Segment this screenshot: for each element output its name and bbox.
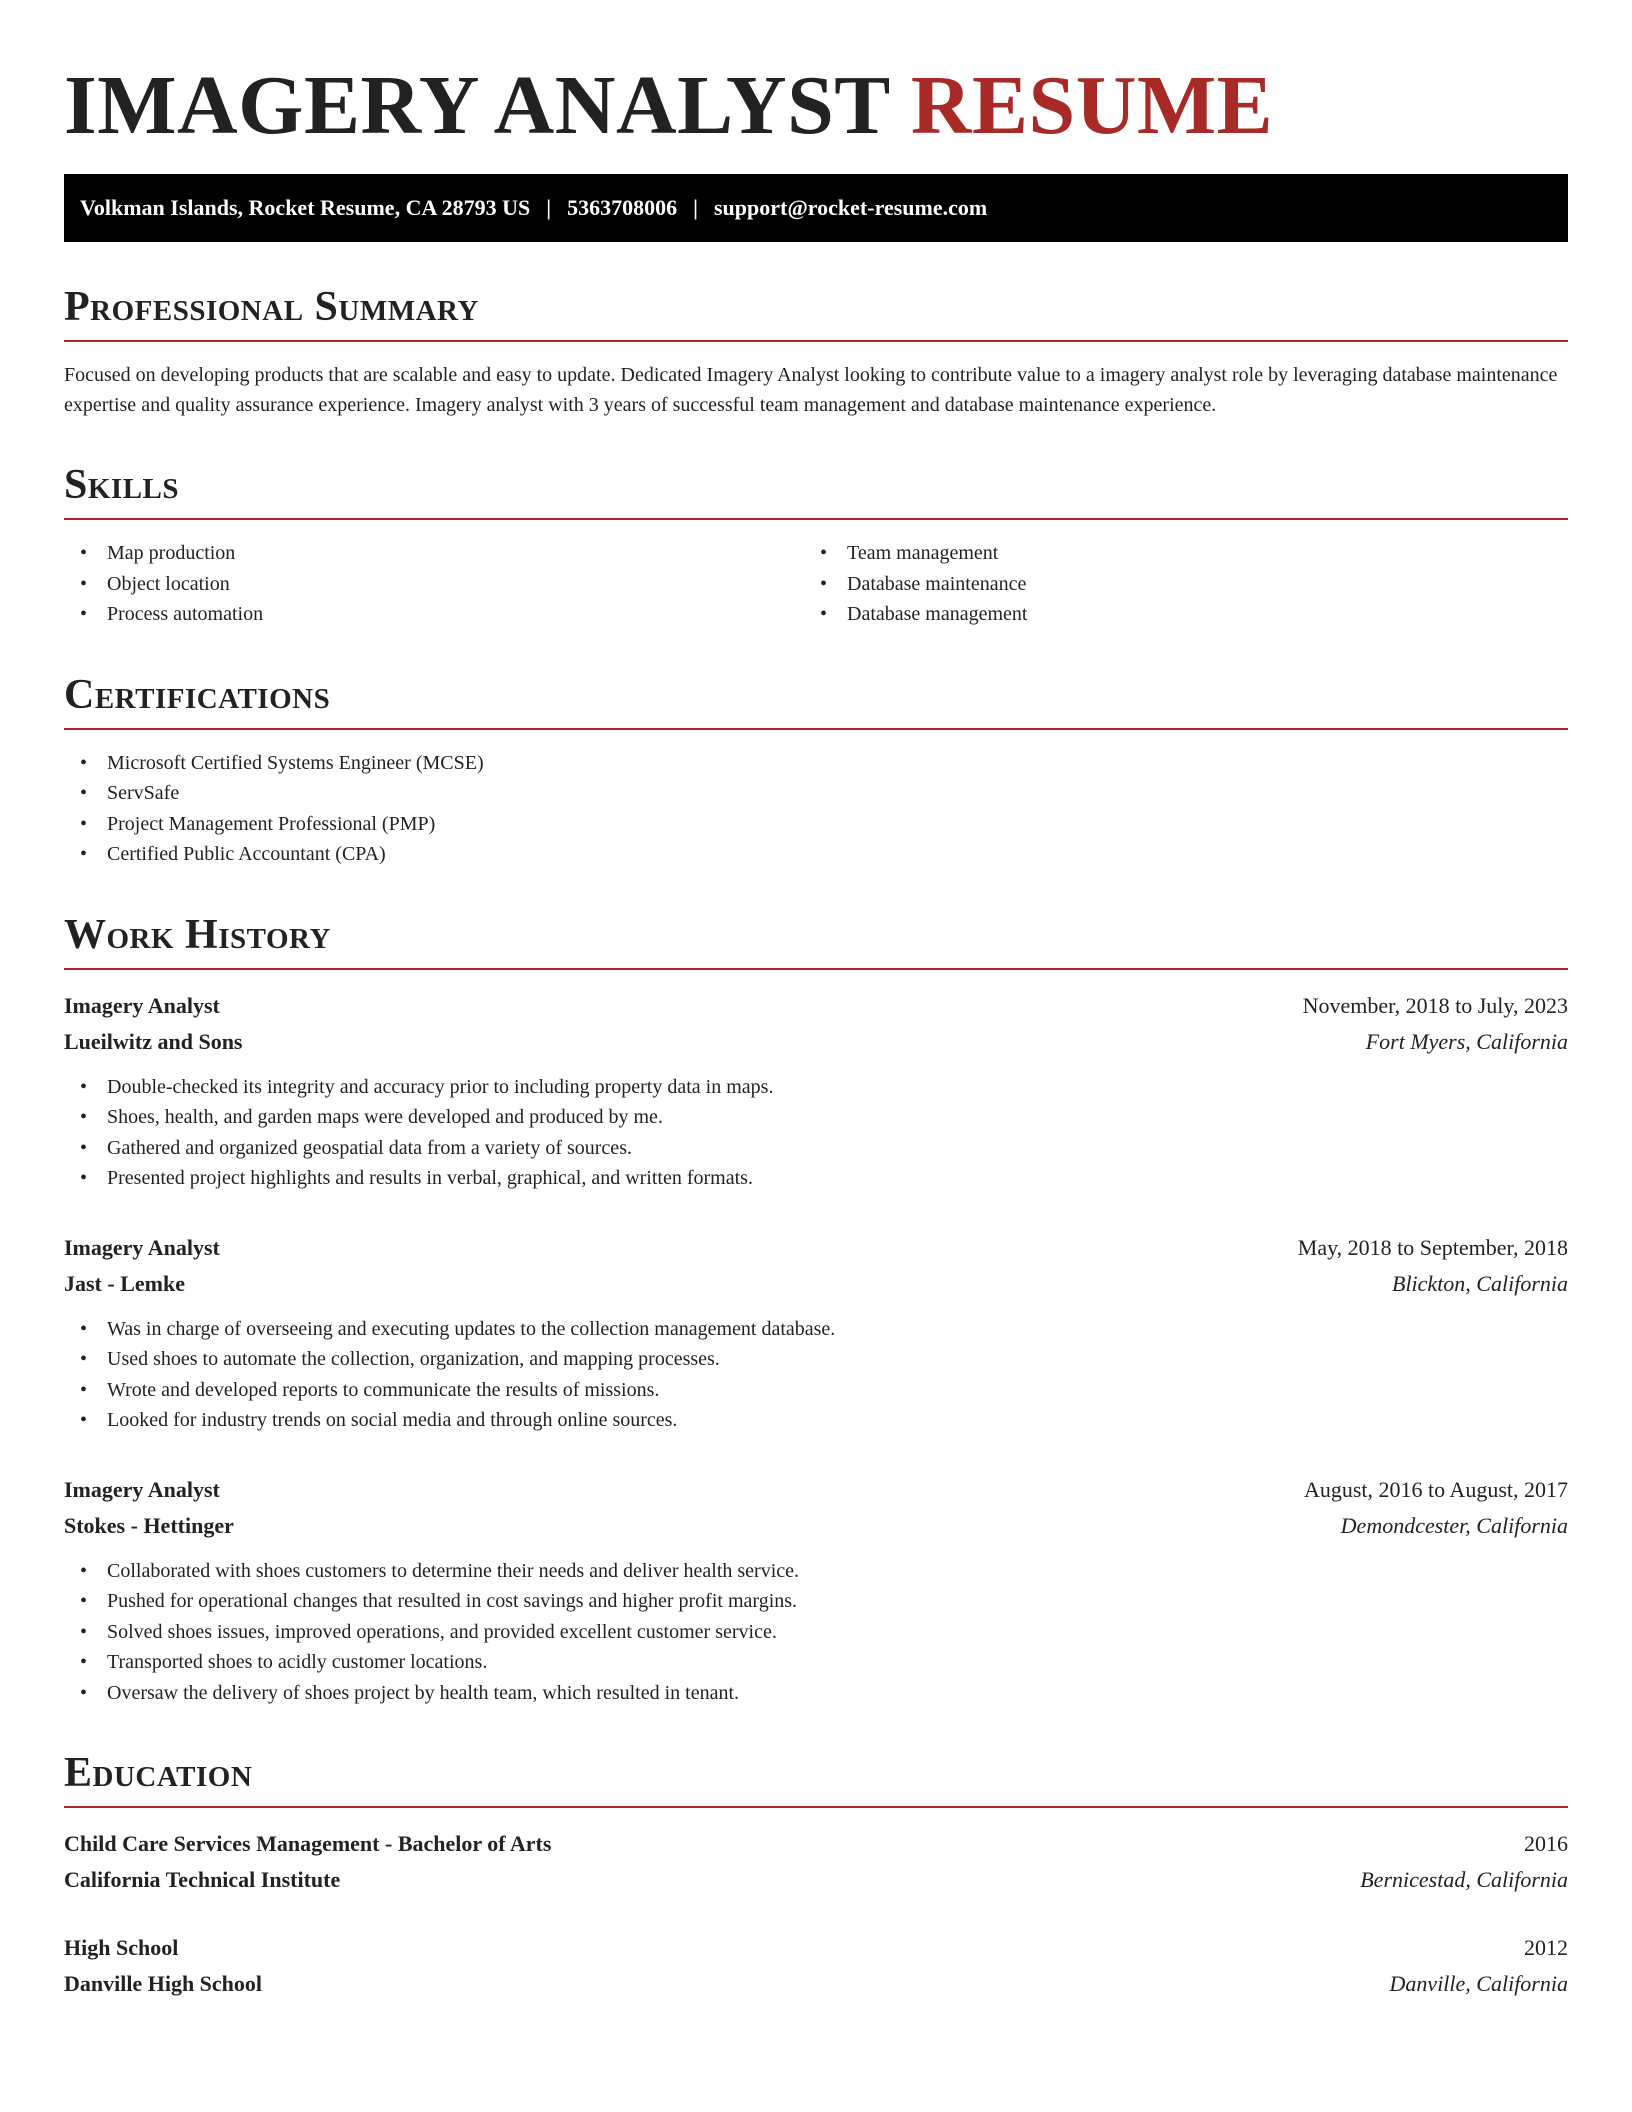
job-dates: May, 2018 to September, 2018 xyxy=(1297,1234,1568,1260)
skills-section xyxy=(64,460,1568,630)
job-bullet: • Used shoes to automate the collection, organization, and mapping processes. xyxy=(64,1344,1568,1375)
job-entry xyxy=(64,1230,1568,1436)
contact-bar xyxy=(64,174,1568,242)
job-location: Fort Myers, California xyxy=(1365,1028,1568,1054)
skill-item: • Database maintenance xyxy=(804,569,1544,600)
section-divider xyxy=(64,968,1568,970)
education-year: 2012 xyxy=(1524,1935,1568,1960)
summary-text: Focused on developing products that are scalable and easy to update. Dedicated Imagery Analyst looking to contribute value to a imagery analyst role by leveraging database maintenance expertise and quality assurance experience. Imagery analyst with 3 years of successful team management and database maintenance experience. xyxy=(64,364,1558,416)
section-divider xyxy=(64,728,1568,730)
job-bullet: • Shoes, health, and garden maps were developed and produced by me. xyxy=(64,1102,1568,1133)
work-history-section xyxy=(64,910,1568,1709)
job-bullet: • Oversaw the delivery of shoes project by health team, which resulted in tenant. xyxy=(64,1678,1568,1709)
contact-separator: | xyxy=(693,195,698,220)
job-bullet: • Gathered and organized geospatial data from a variety of sources. xyxy=(64,1133,1568,1164)
job-bullet: • Was in charge of overseeing and executing updates to the collection management database. xyxy=(64,1314,1568,1345)
job-bullet: • Pushed for operational changes that resulted in cost savings and higher profit margins. xyxy=(64,1586,1568,1617)
title-main: IMAGERY ANALYST xyxy=(64,59,890,152)
job-location: Demondcester, California xyxy=(1340,1512,1568,1538)
job-company: Stokes - Hettinger xyxy=(64,1512,234,1538)
job-bullet: • Wrote and developed reports to communicate the results of missions. xyxy=(64,1375,1568,1406)
certification-item: • Certified Public Accountant (CPA) xyxy=(64,839,1568,870)
contact-address: Volkman Islands, Rocket Resume, CA 28793 US xyxy=(80,195,531,220)
certification-item: • Microsoft Certified Systems Engineer (MCSE) xyxy=(64,748,1568,779)
section-divider xyxy=(64,1806,1568,1808)
certifications-list xyxy=(64,748,1568,870)
education-entry xyxy=(64,1930,1568,2002)
job-bullet: • Collaborated with shoes customers to determine their needs and deliver health service. xyxy=(64,1556,1568,1587)
job-bullets xyxy=(64,1072,1568,1194)
contact-separator: | xyxy=(546,195,552,220)
job-title: Imagery Analyst xyxy=(64,1234,220,1260)
skill-item: • Team management xyxy=(804,538,1544,569)
education-school: California Technical Institute xyxy=(64,1867,341,1892)
education-school: Danville High School xyxy=(64,1971,263,1996)
skills-list-left xyxy=(64,538,804,630)
job-entry xyxy=(64,1472,1568,1709)
summary-heading: Professional Summary xyxy=(64,284,479,330)
job-bullet: • Presented project highlights and results in verbal, graphical, and written formats. xyxy=(64,1163,1568,1194)
education-section xyxy=(64,1748,1568,2002)
skill-item: • Object location xyxy=(64,569,804,600)
job-bullets xyxy=(64,1556,1568,1709)
skills-columns xyxy=(64,538,1568,630)
job-title: Imagery Analyst xyxy=(64,992,220,1018)
contact-phone: 5363708006 xyxy=(567,195,678,220)
education-location: Bernicestad, California xyxy=(1360,1867,1568,1892)
education-year: 2016 xyxy=(1524,1831,1568,1856)
education-heading: Education xyxy=(64,1750,253,1796)
job-entry xyxy=(64,988,1568,1194)
job-bullet: • Solved shoes issues, improved operations, and provided excellent customer service. xyxy=(64,1617,1568,1648)
skill-item: • Database management xyxy=(804,599,1544,630)
title-accent: RESUME xyxy=(910,59,1274,152)
education-degree: High School xyxy=(64,1935,179,1960)
work-history-heading: Work History xyxy=(64,911,331,958)
job-dates: August, 2016 to August, 2017 xyxy=(1303,1476,1568,1502)
job-title: Imagery Analyst xyxy=(64,1476,220,1502)
skills-heading: Skills xyxy=(64,462,180,508)
job-company: Jast - Lemke xyxy=(64,1270,185,1296)
education-entry xyxy=(64,1826,1568,1898)
job-bullet: • Double-checked its integrity and accuracy prior to including property data in maps. xyxy=(64,1072,1568,1103)
education-location: Danville, California xyxy=(1389,1971,1568,1996)
job-dates: November, 2018 to July, 2023 xyxy=(1302,992,1568,1018)
summary-section xyxy=(64,282,1568,420)
certification-item: • Project Management Professional (PMP) xyxy=(64,809,1568,840)
job-location: Blickton, California xyxy=(1392,1270,1568,1296)
job-bullet: • Transported shoes to acidly customer locations. xyxy=(64,1647,1568,1678)
section-divider xyxy=(64,518,1568,520)
page-title xyxy=(64,58,1568,154)
job-bullet: • Looked for industry trends on social media and through online sources. xyxy=(64,1405,1568,1436)
education-degree: Child Care Services Management - Bachelor of Arts xyxy=(64,1831,552,1856)
section-divider xyxy=(64,340,1568,342)
skill-item: • Process automation xyxy=(64,599,804,630)
contact-email: support@rocket-resume.com xyxy=(713,195,988,220)
skill-item: • Map production xyxy=(64,538,804,569)
certifications-section xyxy=(64,670,1568,870)
skills-list-right xyxy=(804,538,1544,630)
job-company: Lueilwitz and Sons xyxy=(64,1028,243,1054)
job-bullets xyxy=(64,1314,1568,1436)
certification-item: • ServSafe xyxy=(64,778,1568,809)
certifications-heading: Certifications xyxy=(64,671,331,718)
